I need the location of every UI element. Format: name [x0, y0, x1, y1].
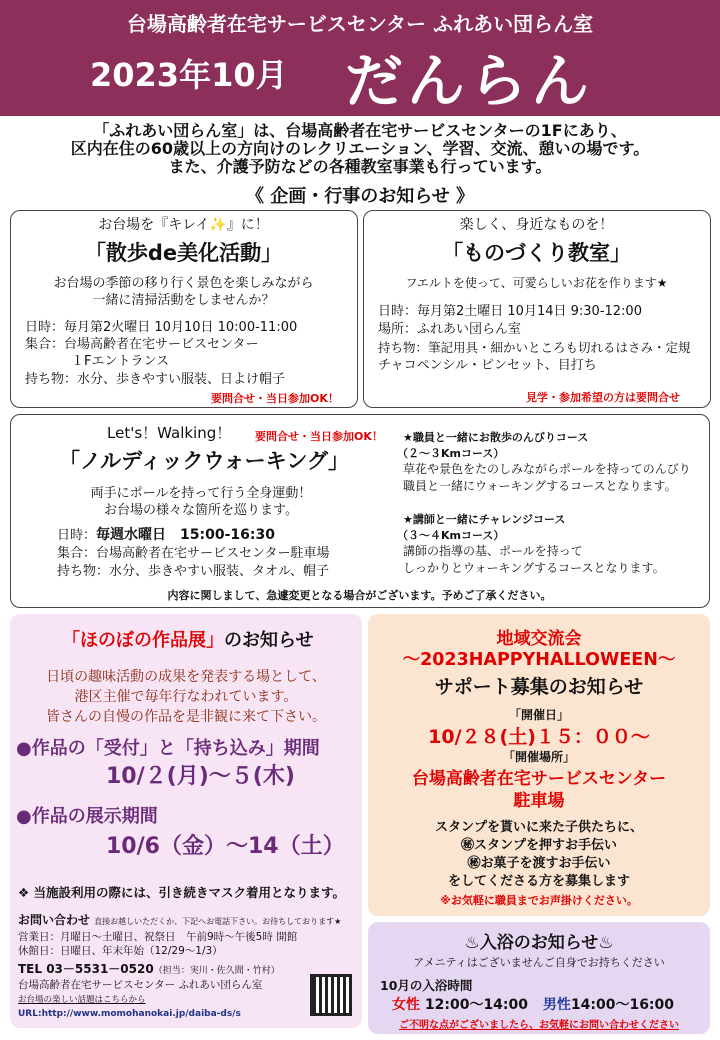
course-2-desc-1: 講師の指導の基、ポールを持って — [403, 544, 583, 558]
course-1-title: ★職員と一緒にお散歩のんびりコース — [403, 431, 589, 444]
halloween-desc-4: をしてくださる方を募集します — [447, 874, 630, 889]
halloween-desc-2: ㊙スタンプを押すお手伝い — [460, 838, 617, 853]
intro-line-3: また、介護予防などの各種教室事業も行っています。 — [168, 157, 552, 176]
exhibit-display-heading: ●作品の展示期間 — [16, 806, 158, 827]
event-craft-place: 場所：ふれあい団らん室 — [378, 322, 522, 337]
halloween-place-label: 「開催場所」 — [502, 750, 575, 764]
intro-line-1: 「ふれあい団らん室」は、台場高齢者在宅サービスセンターの1Fにあり、 — [93, 121, 627, 140]
year-month: 2023年10月 — [90, 56, 288, 94]
contact-url[interactable]: URL:http://www.momohanokai.jp/daiba-ds/s — [18, 1009, 241, 1019]
bath-female-label: 女性 — [392, 997, 420, 1013]
bath-male-time: 14:00～16:00 — [570, 997, 675, 1013]
event-craft-note: 見学・参加希望の方は要問合せ — [526, 391, 680, 404]
exhibit-title-colored: 「ほのぼの作品展」 — [62, 630, 224, 651]
contact-tel-staff: （担当：実川・佐久間・竹村） — [153, 966, 280, 976]
event-nordic-sub: Let's！Walking！ — [107, 424, 232, 442]
contact-heading-note: 直接お越しいただくか、下記へお電話下さい。お待ちしております★ — [94, 917, 342, 926]
center-name: 台場高齢者在宅サービスセンター ふれあい団らん室 — [126, 12, 594, 36]
contact-tel[interactable]: TEL 03－5531－0520 — [18, 962, 154, 976]
bath-times-label: 10月の入浴時間 — [380, 978, 473, 993]
contact-org: 台場高齢者在宅サービスセンター ふれあい団らん室 — [18, 979, 263, 991]
bath-female-time: 12:00～14:00 — [424, 997, 529, 1013]
event-cleanup-place-2: １Fエントランス — [71, 354, 170, 369]
event-craft-desc: フエルトを使って、可愛らしいお花を作ります★ — [405, 276, 668, 290]
halloween-subtitle: サポート募集のお知らせ — [434, 676, 644, 698]
contact-closed: 休館日：日曜日、年末年始（12/29～1/3） — [18, 945, 223, 957]
event-cleanup-card — [10, 210, 358, 408]
exhibit-accept-dates: 10/２(月)～５(木) — [106, 764, 295, 789]
event-nordic-card — [10, 414, 710, 608]
event-craft-date: 日時：毎月第2土曜日 10月14日 9:30-12:00 — [378, 304, 642, 319]
exhibit-title-rest: のお知らせ — [224, 630, 314, 651]
event-cleanup-place-1: 集合：台場高齢者在宅サービスセンター — [25, 337, 259, 352]
event-craft-items-2: チャコペンシル・ピンセット、目打ち — [378, 358, 597, 373]
event-craft-items-1: 持ち物：筆記用具・細かいところも切れるはさみ・定規 — [378, 340, 691, 355]
course-2-title: ★講師と一緒にチャレンジコース — [403, 513, 566, 526]
halloween-panel — [368, 614, 710, 916]
exhibit-display-dates: 10/6（金）～14（土） — [106, 834, 345, 859]
course-2-sub: （３～４Kmコース） — [397, 529, 505, 542]
course-2-desc-2: しっかりとウォーキングするコースとなります。 — [403, 561, 665, 575]
event-cleanup-sub: お台場を『キレイ✨』に！ — [98, 217, 269, 233]
intro-line-2: 区内在住の60歳以上の方向けのレクリエーション、学習、交流、憩いの場です。 — [70, 139, 650, 158]
halloween-heading: 地域交流会 — [496, 629, 582, 649]
event-cleanup-note: 要問合せ・当日参加OK！ — [211, 392, 339, 405]
event-nordic-title: 「ノルディックウォーキング」 — [58, 449, 349, 473]
contact-web-label: お台場の楽しい話題はこちらから — [18, 995, 146, 1005]
section-heading: 《 企画・行事のお知らせ 》 — [246, 186, 474, 207]
event-cleanup-date: 日時：毎月第2火曜日 10月10日 10:00-11:00 — [25, 320, 298, 335]
mask-note: ❖ 当施設利用の際には、引き続きマスク着用となります。 — [18, 885, 346, 900]
event-nordic-items: 持ち物：水分、歩きやすい服装、タオル、帽子 — [57, 564, 329, 579]
halloween-desc-3: ㊙お菓子を渡すお手伝い — [467, 856, 611, 871]
event-cleanup-desc-1: お台場の季節の移り行く景色を楽しみながら — [53, 276, 314, 291]
course-1-desc-2: 職員と一緒にウォーキングするコースとなります。 — [403, 479, 677, 493]
event-nordic-place: 集合：台場高齢者在宅サービスセンター駐車場 — [57, 546, 330, 561]
event-craft-sub: 楽しく、身近なものを！ — [459, 217, 614, 233]
course-1-sub: （２～３Kmコース） — [397, 447, 505, 460]
event-craft-card — [363, 210, 711, 408]
event-cleanup-title: 「散歩de美化活動」 — [84, 241, 283, 265]
halloween-date-label: 「開催日」 — [508, 708, 569, 722]
contact-hours: 営業日：月曜日～土曜日、祝祭日 午前9時～午後5時 開館 — [18, 931, 298, 943]
bath-title: ♨入浴のお知らせ♨ — [464, 933, 614, 953]
exhibit-desc-2: 港区主催で毎年行なわれています。 — [74, 689, 298, 705]
exhibit-accept-heading: ●作品の「受付」と「持ち込み」期間 — [16, 738, 320, 759]
event-nordic-desc-2: お台場の様々な箇所を巡ります。 — [104, 503, 298, 518]
event-cleanup-items: 持ち物：水分、歩きやすい服装、日よけ帽子 — [25, 372, 286, 387]
exhibit-desc-1: 日頃の趣味活動の成果を発表する場として、 — [46, 669, 326, 685]
halloween-note: ※お気軽に職員までお声掛けください。 — [440, 894, 638, 907]
contact-heading: お問い合わせ — [18, 913, 91, 927]
halloween-desc-1: スタンプを貰いに来た子供たちに、 — [434, 820, 643, 835]
exhibit-panel — [10, 614, 362, 1028]
bath-amenity: アメニティはございませんご自身でお持ちください — [413, 956, 665, 969]
bath-note: ご不明な点がございましたら、お気軽にお問い合わせください — [399, 1020, 679, 1031]
newsletter-title: だんらん — [345, 47, 594, 115]
event-cleanup-desc-2: 一緒に清掃活動をしませんか？ — [92, 293, 275, 308]
event-nordic-desc-1: 両手にポールを持って行う全身運動！ — [90, 486, 312, 501]
halloween-event-name: ～2023HAPPYHALLOWEEN～ — [402, 650, 676, 670]
event-nordic-sub-note: 要問合せ・当日参加OK！ — [255, 430, 383, 443]
header-banner — [0, 0, 720, 116]
bath-panel — [368, 922, 710, 1034]
halloween-place-value-2: 駐車場 — [513, 791, 565, 811]
change-notice: 内容に関しまして、急遽変更となる場合がございます。予めご了承ください。 — [167, 589, 552, 602]
halloween-place-value-1: 台場高齢者在宅サービスセンター — [411, 769, 667, 789]
qr-code[interactable] — [310, 974, 352, 1016]
bath-male-label: 男性 — [542, 997, 571, 1013]
event-nordic-date-value: 毎週水曜日 15:00-16:30 — [96, 527, 275, 543]
course-1-desc-1: 草花や景色をたのしみながらポールを持ってのんびり — [403, 462, 691, 476]
halloween-date-value: 10/２８(土)１５：００～ — [428, 726, 650, 748]
event-nordic-date-label: 日時： — [57, 528, 97, 543]
event-craft-title: 「ものづくり教室」 — [442, 241, 631, 265]
exhibit-desc-3: 皆さんの自慢の作品を是非観に来て下さい。 — [46, 709, 326, 725]
